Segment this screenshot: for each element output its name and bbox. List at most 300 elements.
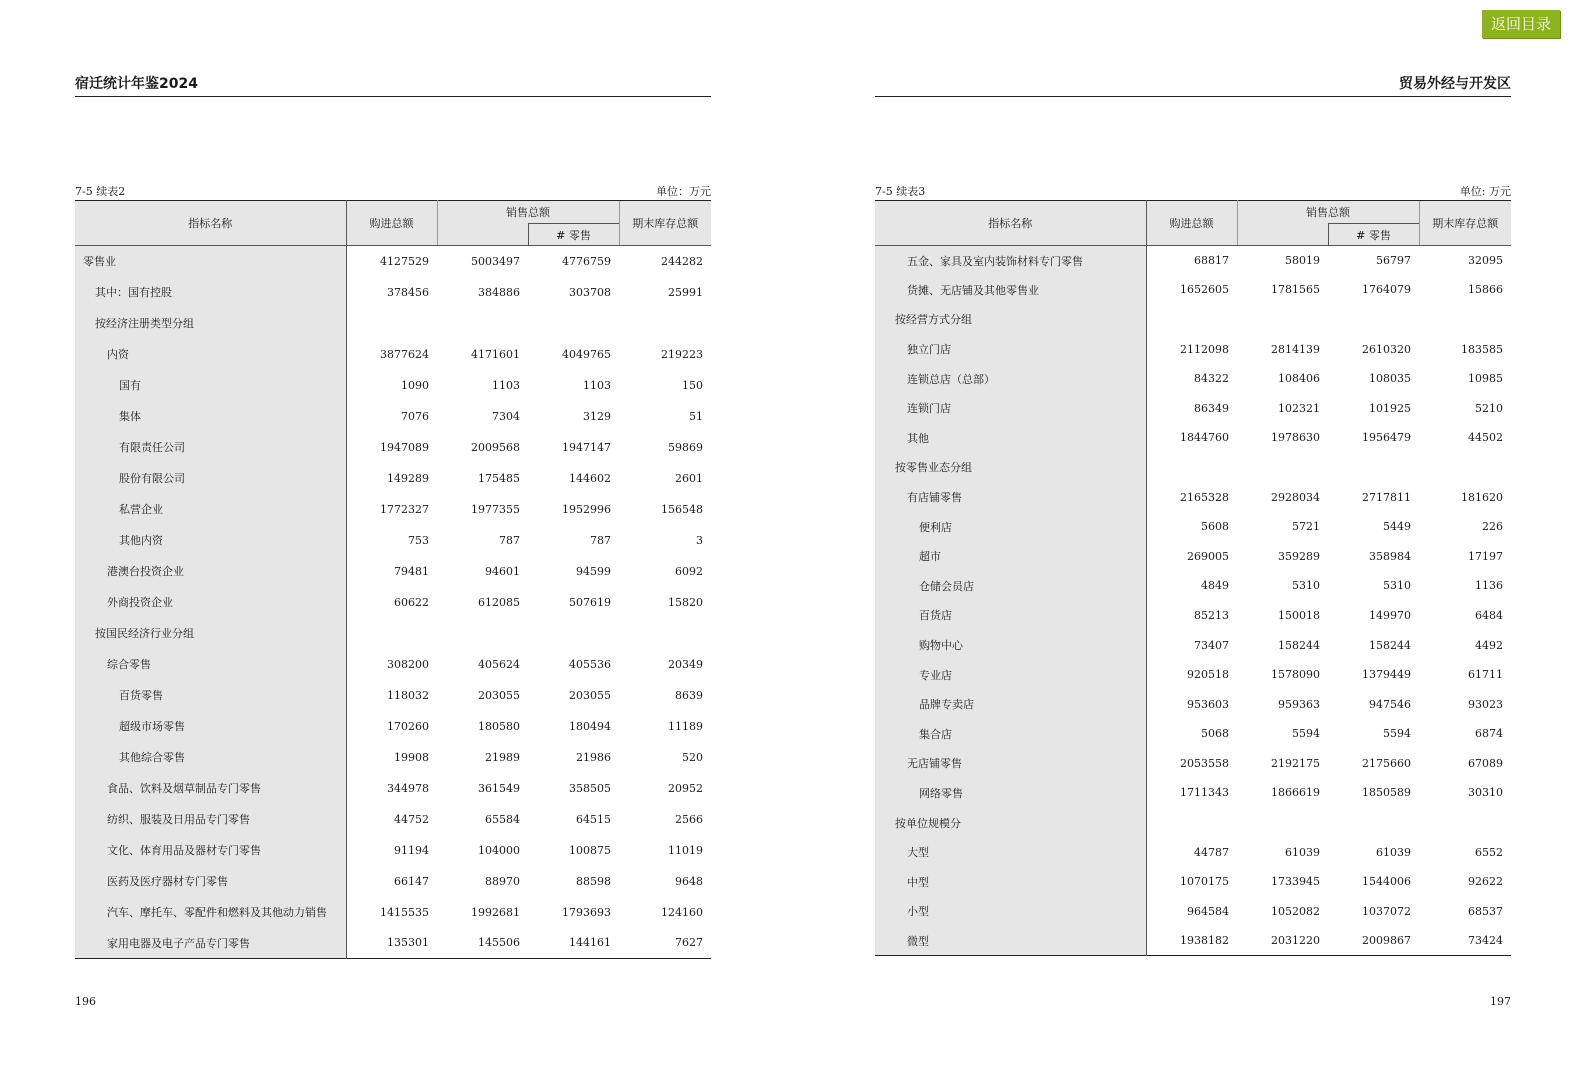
retail-value xyxy=(528,308,619,339)
purchase-value: 344978 xyxy=(387,781,429,795)
purchase-value: 4849 xyxy=(1201,579,1229,593)
sales-value: 1866619 xyxy=(1271,786,1320,800)
table-row xyxy=(875,689,1511,719)
retail-value: 149970 xyxy=(1369,608,1411,622)
header-sales: 销售总额 xyxy=(437,201,619,224)
retail-value: 787 xyxy=(590,533,611,547)
retail-value: 158244 xyxy=(1369,638,1411,652)
purchase-value xyxy=(346,308,437,339)
sales-value: 203055 xyxy=(478,688,520,702)
retail-value: 1956479 xyxy=(1362,431,1411,445)
row-label: 按单位规模分 xyxy=(875,808,1146,838)
purchase-value: 1938182 xyxy=(1180,934,1229,948)
row-label: 购物中心 xyxy=(875,630,1146,660)
row-label: 股份有限公司 xyxy=(75,463,346,494)
stock-value: 11019 xyxy=(668,843,703,857)
row-label: 文化、体育用品及器材专门零售 xyxy=(75,835,346,866)
row-label: 按经营方式分组 xyxy=(875,305,1146,335)
sales-value: 5594 xyxy=(1292,727,1320,741)
table-row xyxy=(875,541,1511,571)
purchase-value: 66147 xyxy=(394,874,429,888)
sales-value: 361549 xyxy=(478,781,520,795)
purchase-value: 1844760 xyxy=(1180,431,1229,445)
stock-value: 183585 xyxy=(1461,342,1503,356)
table-unit: 单位: 万元 xyxy=(1459,185,1511,198)
purchase-value: 4127529 xyxy=(380,254,429,268)
retail-value xyxy=(1328,453,1419,483)
row-label: 私营企业 xyxy=(75,494,346,525)
stock-value xyxy=(1419,305,1511,335)
purchase-value: 149289 xyxy=(387,471,429,485)
sales-value xyxy=(1237,453,1328,483)
table-row xyxy=(875,778,1511,808)
table-row xyxy=(75,401,711,432)
sales-value: 61039 xyxy=(1285,845,1320,859)
sales-value: 108406 xyxy=(1278,372,1320,386)
stock-value xyxy=(619,618,711,649)
row-label: 百货店 xyxy=(875,601,1146,631)
stock-value: 93023 xyxy=(1468,697,1503,711)
sales-value: 1977355 xyxy=(471,502,520,516)
sales-value: 145506 xyxy=(478,936,520,950)
stock-value xyxy=(619,308,711,339)
sales-value: 1978630 xyxy=(1271,431,1320,445)
row-label: 无店铺零售 xyxy=(875,749,1146,779)
sales-value: 612085 xyxy=(478,595,520,609)
stock-value: 8639 xyxy=(675,688,703,702)
table-row xyxy=(875,364,1511,394)
row-label: 连锁总店（总部） xyxy=(875,364,1146,394)
retail-value: 358984 xyxy=(1369,549,1411,563)
retail-value: 1764079 xyxy=(1362,283,1411,297)
purchase-value: 73407 xyxy=(1194,638,1229,652)
purchase-value: 170260 xyxy=(387,719,429,733)
row-label: 品牌专卖店 xyxy=(875,689,1146,719)
retail-value: 1103 xyxy=(583,378,611,392)
sales-value: 405624 xyxy=(478,657,520,671)
row-label: 其他综合零售 xyxy=(75,742,346,773)
sales-value: 787 xyxy=(499,533,520,547)
table-caption xyxy=(875,183,1511,199)
stock-value: 15866 xyxy=(1468,283,1503,297)
stock-value: 219223 xyxy=(661,347,703,361)
sales-value: 88970 xyxy=(485,874,520,888)
stock-value: 4492 xyxy=(1475,638,1503,652)
sales-value: 158244 xyxy=(1278,638,1320,652)
sales-value: 104000 xyxy=(478,843,520,857)
table-title: 7-5 续表3 xyxy=(875,185,926,198)
sales-value: 150018 xyxy=(1278,608,1320,622)
retail-value: 180494 xyxy=(569,719,611,733)
retail-value: 1037072 xyxy=(1362,904,1411,918)
row-label: 网络零售 xyxy=(875,778,1146,808)
row-label: 其他内资 xyxy=(75,525,346,556)
purchase-value: 118032 xyxy=(387,688,429,702)
row-label: 其中：国有控股 xyxy=(75,277,346,308)
table-row xyxy=(875,660,1511,690)
table-row xyxy=(875,512,1511,542)
retail-value: 108035 xyxy=(1369,372,1411,386)
row-label: 超级市场零售 xyxy=(75,711,346,742)
table-row xyxy=(75,866,711,897)
sales-value: 58019 xyxy=(1285,254,1320,268)
stock-value: 7627 xyxy=(675,936,703,950)
sales-value: 2192175 xyxy=(1271,756,1320,770)
retail-value: 1379449 xyxy=(1362,668,1411,682)
table-row xyxy=(875,482,1511,512)
page-number: 196 xyxy=(75,995,96,1008)
retail-value: 947546 xyxy=(1369,697,1411,711)
purchase-value: 920518 xyxy=(1187,668,1229,682)
stock-value: 150 xyxy=(682,378,703,392)
table-row xyxy=(75,773,711,804)
retail-value: 405536 xyxy=(569,657,611,671)
header-sales: 销售总额 xyxy=(1237,201,1419,224)
row-label: 综合零售 xyxy=(75,649,346,680)
statistics-table xyxy=(875,200,1511,956)
stock-value: 51 xyxy=(689,409,703,423)
stock-value: 61711 xyxy=(1468,668,1503,682)
row-label: 大型 xyxy=(875,837,1146,867)
retail-value: 144161 xyxy=(569,936,611,950)
table-row xyxy=(875,423,1511,453)
purchase-value: 378456 xyxy=(387,285,429,299)
stock-value xyxy=(1419,808,1511,838)
table-row xyxy=(75,494,711,525)
running-head xyxy=(875,74,1511,97)
sales-value: 2928034 xyxy=(1271,490,1320,504)
retail-value: 4049765 xyxy=(562,347,611,361)
header-retail: # 零售 xyxy=(528,224,619,246)
purchase-value: 1415535 xyxy=(380,905,429,919)
sales-value: 4171601 xyxy=(471,347,520,361)
table-row xyxy=(75,897,711,928)
stock-value: 244282 xyxy=(661,254,703,268)
sales-value xyxy=(437,308,528,339)
purchase-value: 44787 xyxy=(1194,845,1229,859)
stock-value: 25991 xyxy=(668,285,703,299)
stock-value: 226 xyxy=(1482,520,1503,534)
stock-value: 520 xyxy=(682,750,703,764)
table-row xyxy=(875,837,1511,867)
retail-value: 507619 xyxy=(569,595,611,609)
sales-value: 359289 xyxy=(1278,549,1320,563)
purchase-value: 19908 xyxy=(394,750,429,764)
stock-value: 73424 xyxy=(1468,934,1503,948)
table-row xyxy=(875,334,1511,364)
stock-value: 30310 xyxy=(1468,786,1503,800)
purchase-value: 269005 xyxy=(1187,549,1229,563)
row-label: 中型 xyxy=(875,867,1146,897)
stock-value: 20952 xyxy=(668,781,703,795)
row-label: 集合店 xyxy=(875,719,1146,749)
table-row xyxy=(875,601,1511,631)
retail-value: 56797 xyxy=(1376,254,1411,268)
purchase-value xyxy=(1146,305,1237,335)
stock-value: 10985 xyxy=(1468,372,1503,386)
table-row xyxy=(875,749,1511,779)
page-number: 197 xyxy=(1490,995,1511,1008)
purchase-value: 1947089 xyxy=(380,440,429,454)
stock-value: 68537 xyxy=(1468,904,1503,918)
sales-value: 1992681 xyxy=(471,905,520,919)
row-label: 按经济注册类型分组 xyxy=(75,308,346,339)
table-row xyxy=(875,808,1511,838)
sales-value: 5721 xyxy=(1292,520,1320,534)
stock-value: 2601 xyxy=(675,471,703,485)
table-row xyxy=(875,897,1511,927)
row-label: 医药及医疗器材专门零售 xyxy=(75,866,346,897)
sales-value: 102321 xyxy=(1278,401,1320,415)
table-row xyxy=(75,277,711,308)
sales-value: 2009568 xyxy=(471,440,520,454)
row-label: 独立门店 xyxy=(875,334,1146,364)
sales-value: 1781565 xyxy=(1271,283,1320,297)
table-row xyxy=(875,246,1511,276)
retail-value: 101925 xyxy=(1369,401,1411,415)
purchase-value: 1070175 xyxy=(1180,875,1229,889)
stock-value: 5210 xyxy=(1475,401,1503,415)
purchase-value: 7076 xyxy=(401,409,429,423)
table-row xyxy=(75,742,711,773)
retail-value: 3129 xyxy=(583,409,611,423)
row-label: 零售业 xyxy=(75,246,346,277)
retail-value: 1544006 xyxy=(1362,875,1411,889)
table-row xyxy=(75,680,711,711)
table-row xyxy=(75,246,711,277)
stock-value: 32095 xyxy=(1468,254,1503,268)
row-label: 纺织、服装及日用品专门零售 xyxy=(75,804,346,835)
sales-value: 5003497 xyxy=(471,254,520,268)
table-header xyxy=(75,201,711,246)
row-label: 内资 xyxy=(75,339,346,370)
stock-value: 3 xyxy=(696,533,703,547)
table-header xyxy=(875,201,1511,246)
purchase-value: 3877624 xyxy=(380,347,429,361)
row-label: 按国民经济行业分组 xyxy=(75,618,346,649)
retail-value: 1947147 xyxy=(562,440,611,454)
purchase-value: 91194 xyxy=(394,843,429,857)
row-label: 小型 xyxy=(875,897,1146,927)
purchase-value: 5608 xyxy=(1201,520,1229,534)
stock-value: 2566 xyxy=(675,812,703,826)
table-row xyxy=(75,432,711,463)
table-row xyxy=(75,649,711,680)
purchase-value: 1711343 xyxy=(1180,786,1229,800)
sales-value: 1578090 xyxy=(1271,668,1320,682)
purchase-value: 1090 xyxy=(401,378,429,392)
purchase-value xyxy=(1146,808,1237,838)
table-title: 7-5 续表2 xyxy=(75,185,126,198)
header-name: 指标名称 xyxy=(875,201,1146,246)
stock-value: 6484 xyxy=(1475,608,1503,622)
row-label: 外商投资企业 xyxy=(75,587,346,618)
row-label: 按零售业态分组 xyxy=(875,453,1146,483)
row-label: 便利店 xyxy=(875,512,1146,542)
row-label: 专业店 xyxy=(875,660,1146,690)
stock-value: 92622 xyxy=(1468,875,1503,889)
retail-value: 5310 xyxy=(1383,579,1411,593)
retail-value xyxy=(1328,808,1419,838)
sales-value: 384886 xyxy=(478,285,520,299)
header-retail: # 零售 xyxy=(1328,224,1419,246)
stock-value: 181620 xyxy=(1461,490,1503,504)
table-unit: 单位：万元 xyxy=(656,185,711,198)
retail-value: 1952996 xyxy=(562,502,611,516)
right-page xyxy=(875,0,1511,1077)
purchase-value: 1772327 xyxy=(380,502,429,516)
retail-value: 303708 xyxy=(569,285,611,299)
retail-value: 2717811 xyxy=(1362,490,1411,504)
sales-value: 175485 xyxy=(478,471,520,485)
table-row xyxy=(75,587,711,618)
purchase-value: 308200 xyxy=(387,657,429,671)
sales-value: 180580 xyxy=(478,719,520,733)
table-body xyxy=(75,246,711,959)
row-label: 有店铺零售 xyxy=(875,482,1146,512)
table-row xyxy=(75,928,711,959)
header-stock: 期末库存总额 xyxy=(1419,201,1511,246)
sales-value xyxy=(1237,305,1328,335)
row-label: 港澳台投资企业 xyxy=(75,556,346,587)
table-row xyxy=(875,926,1511,956)
retail-value: 2175660 xyxy=(1362,756,1411,770)
running-head xyxy=(75,74,711,97)
stock-value: 67089 xyxy=(1468,756,1503,770)
retail-value: 88598 xyxy=(576,874,611,888)
row-label: 家用电器及电子产品专门零售 xyxy=(75,928,346,959)
header-purchase: 购进总额 xyxy=(1146,201,1237,246)
row-label: 百货零售 xyxy=(75,680,346,711)
row-label: 集体 xyxy=(75,401,346,432)
statistics-table xyxy=(75,200,711,959)
purchase-value: 2165328 xyxy=(1180,490,1229,504)
sales-value xyxy=(1237,808,1328,838)
table-row xyxy=(75,308,711,339)
table-row xyxy=(75,370,711,401)
purchase-value: 85213 xyxy=(1194,608,1229,622)
table-row xyxy=(75,618,711,649)
retail-value: 2610320 xyxy=(1362,342,1411,356)
retail-value: 144602 xyxy=(569,471,611,485)
sales-value: 2031220 xyxy=(1271,934,1320,948)
purchase-value: 84322 xyxy=(1194,372,1229,386)
purchase-value: 68817 xyxy=(1194,254,1229,268)
row-label: 食品、饮料及烟草制品专门零售 xyxy=(75,773,346,804)
retail-value: 21986 xyxy=(576,750,611,764)
running-head-title: 宿迁统计年鉴2024 xyxy=(75,76,198,92)
table-row xyxy=(75,556,711,587)
row-label: 超市 xyxy=(875,541,1146,571)
retail-value: 94599 xyxy=(576,564,611,578)
table-body xyxy=(875,246,1511,956)
table-row xyxy=(875,719,1511,749)
stock-value: 6552 xyxy=(1475,845,1503,859)
row-label: 连锁门店 xyxy=(875,393,1146,423)
retail-value: 203055 xyxy=(569,688,611,702)
retail-value: 1793693 xyxy=(562,905,611,919)
purchase-value: 953603 xyxy=(1187,697,1229,711)
sales-value xyxy=(437,618,528,649)
stock-value: 44502 xyxy=(1468,431,1503,445)
retail-value: 2009867 xyxy=(1362,934,1411,948)
stock-value: 6092 xyxy=(675,564,703,578)
retail-value: 358505 xyxy=(569,781,611,795)
stock-value: 6874 xyxy=(1475,727,1503,741)
row-label: 微型 xyxy=(875,926,1146,956)
table-caption xyxy=(75,183,711,199)
header-sales-spacer xyxy=(1237,224,1328,246)
stock-value: 17197 xyxy=(1468,549,1503,563)
purchase-value: 79481 xyxy=(394,564,429,578)
sales-value: 21989 xyxy=(485,750,520,764)
row-label: 有限责任公司 xyxy=(75,432,346,463)
row-label: 其他 xyxy=(875,423,1146,453)
header-purchase: 购进总额 xyxy=(346,201,437,246)
retail-value: 5449 xyxy=(1383,520,1411,534)
purchase-value xyxy=(346,618,437,649)
table-row xyxy=(875,453,1511,483)
stock-value: 124160 xyxy=(661,905,703,919)
purchase-value: 964584 xyxy=(1187,904,1229,918)
retail-value xyxy=(1328,305,1419,335)
stock-value: 20349 xyxy=(668,657,703,671)
table-row xyxy=(75,835,711,866)
sales-value: 65584 xyxy=(485,812,520,826)
table-row xyxy=(75,711,711,742)
purchase-value xyxy=(1146,453,1237,483)
table-row xyxy=(875,867,1511,897)
back-to-contents-button[interactable]: 返回目录 xyxy=(1482,10,1560,38)
stock-value xyxy=(1419,453,1511,483)
purchase-value: 86349 xyxy=(1194,401,1229,415)
table-row xyxy=(75,804,711,835)
purchase-value: 2053558 xyxy=(1180,756,1229,770)
retail-value: 4776759 xyxy=(562,254,611,268)
sales-value: 1052082 xyxy=(1271,904,1320,918)
stock-value: 15820 xyxy=(668,595,703,609)
header-sales-spacer xyxy=(437,224,528,246)
sales-value: 94601 xyxy=(485,564,520,578)
purchase-value: 5068 xyxy=(1201,727,1229,741)
table-row xyxy=(875,275,1511,305)
stock-value: 9648 xyxy=(675,874,703,888)
purchase-value: 44752 xyxy=(394,812,429,826)
row-label: 五金、家具及室内装饰材料专门零售 xyxy=(875,246,1146,276)
retail-value: 1850589 xyxy=(1362,786,1411,800)
table-row xyxy=(875,393,1511,423)
table-row xyxy=(75,463,711,494)
header-stock: 期末库存总额 xyxy=(619,201,711,246)
running-head-title: 贸易外经与开发区 xyxy=(1399,76,1511,92)
row-label: 国有 xyxy=(75,370,346,401)
sales-value: 7304 xyxy=(492,409,520,423)
stock-value: 1136 xyxy=(1475,579,1503,593)
purchase-value: 1652605 xyxy=(1180,283,1229,297)
retail-value xyxy=(528,618,619,649)
sales-value: 959363 xyxy=(1278,697,1320,711)
purchase-value: 135301 xyxy=(387,936,429,950)
table-row xyxy=(875,305,1511,335)
row-label: 仓储会员店 xyxy=(875,571,1146,601)
sales-value: 5310 xyxy=(1292,579,1320,593)
sales-value: 1103 xyxy=(492,378,520,392)
retail-value: 61039 xyxy=(1376,845,1411,859)
header-name: 指标名称 xyxy=(75,201,346,246)
table-row xyxy=(875,571,1511,601)
table-row xyxy=(875,630,1511,660)
table-row xyxy=(75,339,711,370)
